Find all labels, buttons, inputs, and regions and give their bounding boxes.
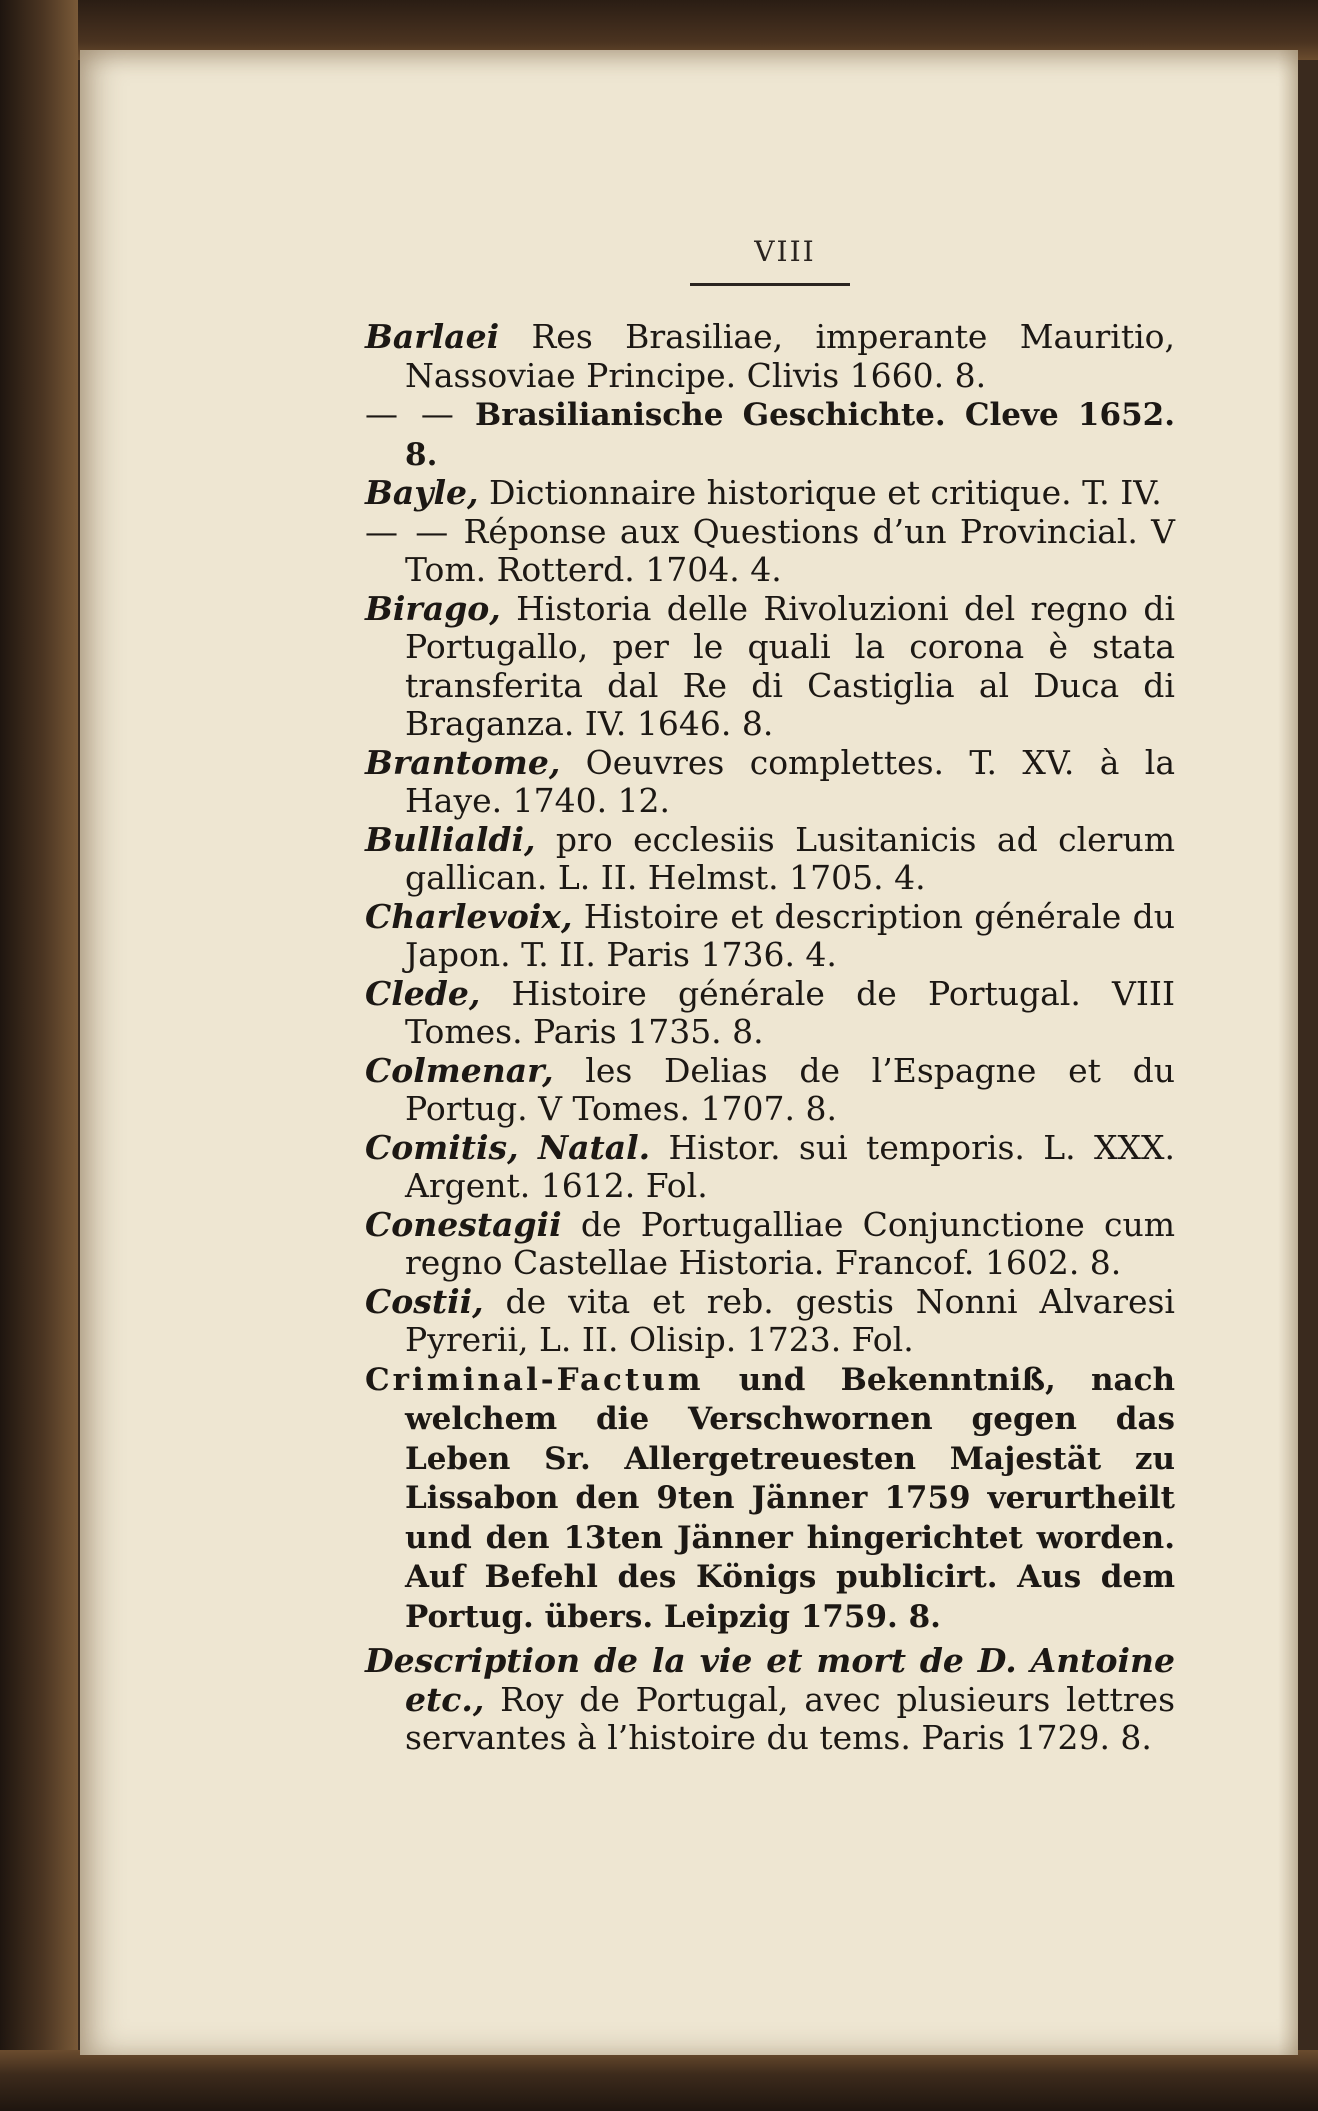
bibliography-entry-clede (365, 975, 1175, 1052)
bibliography-entry-birago (365, 590, 1175, 744)
book-binding-left (0, 0, 78, 2111)
page-number: VIII (754, 235, 816, 268)
entry-author: Criminal-Factum (365, 1361, 704, 1398)
bibliography-entry-brantome (365, 744, 1175, 821)
page-edge-shadow (1278, 50, 1298, 2055)
entry-text: Roy de Portugal, avec plusieurs lettres servantes à l’histoire du tems. Paris 1729. 8. (405, 1679, 1175, 1757)
book-binding-bottom (0, 2050, 1318, 2111)
bibliography-entry-criminal-factum (365, 1360, 1175, 1637)
entry-author: Description de la vie et mort de D. Antoine etc., (365, 1641, 1175, 1719)
bibliography-entry-colmenar (365, 1052, 1175, 1129)
entry-text: Oeuvres complettes. T. XV. à la Haye. 1740. 12. (405, 742, 1175, 820)
bibliography-list (365, 318, 1175, 1758)
entry-text: Histoire générale de Portugal. VIII Tomes. Paris 1735. 8. (405, 973, 1175, 1051)
entry-text: Histoire et description générale du Japon. T. II. Paris 1736. 4. (405, 896, 1175, 974)
bibliography-entry-costii (365, 1283, 1175, 1360)
bibliography-entry-barlaei-2 (365, 395, 1175, 474)
bibliography-entry-charlevoix (365, 898, 1175, 975)
entry-text: de vita et reb. gestis Nonni Alvaresi Pyrerii, L. II. Olisip. 1723. Fol. (405, 1281, 1175, 1359)
entry-text: Histor. sui temporis. L. XXX. Argent. 1612. Fol. (405, 1127, 1175, 1205)
entry-text: Réponse aux Questions d’un Provincial. V Tom. Rotterd. 1704. 4. (405, 511, 1175, 589)
entry-text: pro ecclesiis Lusitanicis ad clerum gallican. L. II. Helmst. 1705. 4. (405, 819, 1175, 897)
entry-author: Comitis, Natal. (365, 1127, 651, 1167)
entry-author: Birago, (365, 588, 501, 628)
entry-author: Conestagii (365, 1204, 562, 1244)
entry-text: Brasilianische Geschichte. Cleve 1652. 8. (405, 397, 1175, 473)
ditto-dash: — — (365, 511, 451, 551)
bibliography-entry-description (365, 1642, 1175, 1758)
bibliography-entry-bayle-2 (365, 513, 1175, 590)
bibliography-entry-bullialdi (365, 821, 1175, 898)
entry-author: Clede, (365, 973, 481, 1013)
bibliography-entry-comitis (365, 1129, 1175, 1206)
entry-text: und Bekenntniß, nach welchem die Verschwornen gegen das Leben Sr. Allergetreuesten Majestät zu Lissabon den 9ten Jänner 1759 verurtheilt und den 13ten Jänner hingerichtet worden. Auf Befehl des Königs publicirt. Aus dem Portug. übers. Leipzig 1759. 8. (405, 1361, 1175, 1635)
entry-text: Historia delle Rivoluzioni del regno di Portugallo, per le quali la corona è stata transferita dal Re di Castiglia al Duca di Braganza. IV. 1646. 8. (405, 588, 1175, 743)
bibliography-entry-bayle (365, 474, 1175, 513)
entry-author: Barlaei (365, 317, 500, 356)
entry-text: de Portugalliae Conjunctione cum regno Castellae Historia. Francof. 1602. 8. (405, 1204, 1175, 1282)
entry-text: Res Brasiliae, imperante Mauritio, Nassoviae Principe. Clivis 1660. 8. (405, 317, 1175, 395)
header-rule (690, 283, 850, 286)
entry-author: Bullialdi, (365, 819, 536, 859)
ditto-dash: — — (365, 394, 456, 433)
entry-text: Dictionnaire historique et critique. T. IV. (478, 473, 1162, 512)
entry-author: Colmenar, (365, 1050, 554, 1090)
entry-author: Bayle, (365, 473, 479, 512)
entry-text: les Delias de l’Espagne et du Portug. V Tomes. 1707. 8. (405, 1050, 1175, 1128)
bibliography-entry-barlaei (365, 318, 1175, 395)
entry-author: Brantome, (365, 742, 561, 782)
entry-author: Charlevoix, (365, 896, 573, 936)
entry-author: Costii, (365, 1281, 484, 1321)
bibliography-entry-conestagii (365, 1206, 1175, 1283)
